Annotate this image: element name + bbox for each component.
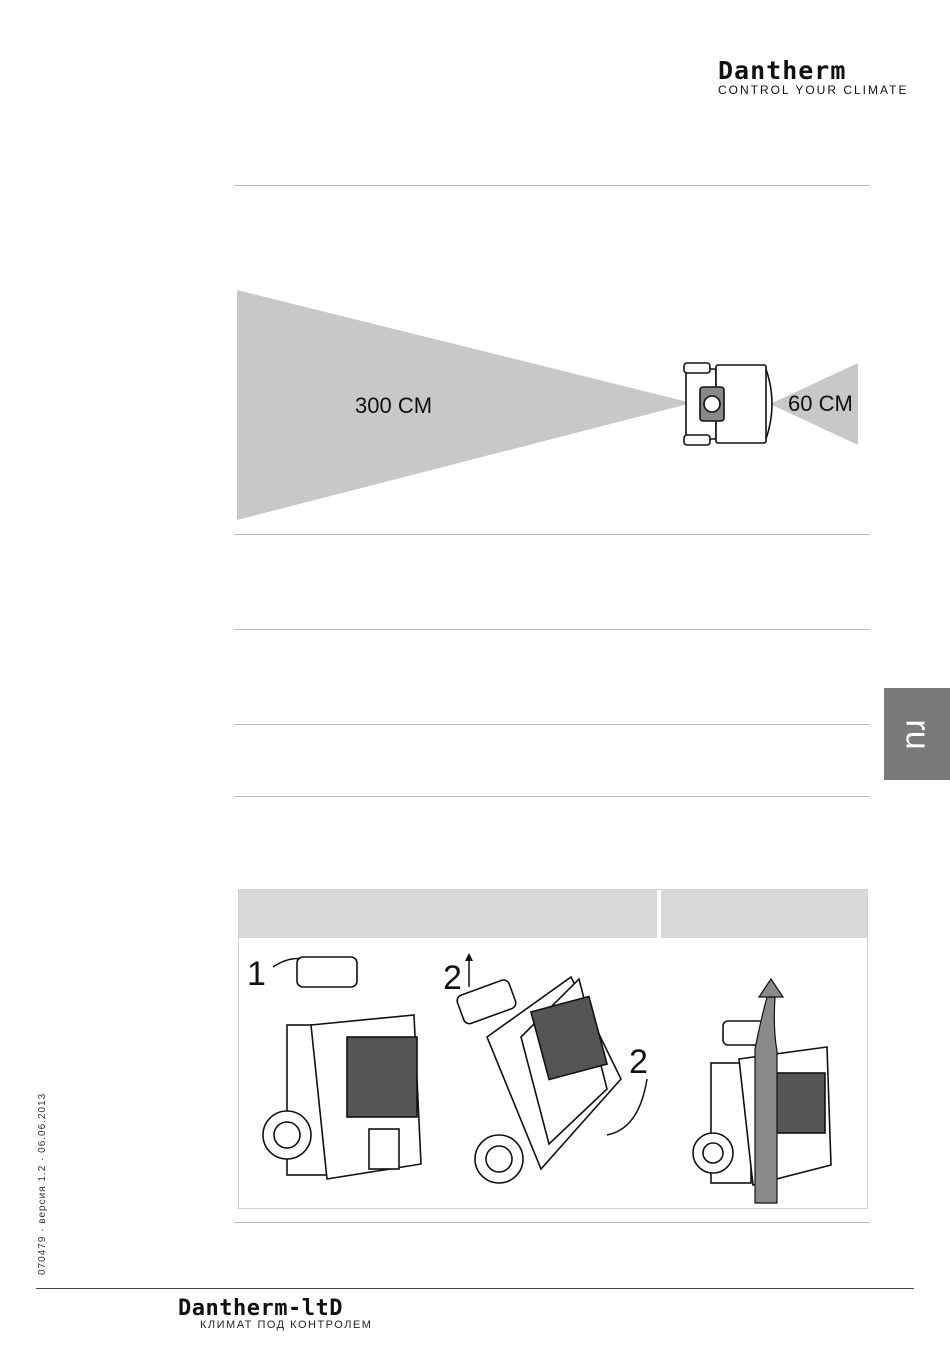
front-distance-label: 300 CM <box>355 393 433 418</box>
table-header-cell <box>661 890 867 938</box>
clearance-diagram <box>230 283 870 528</box>
brand-name: Dantherm <box>718 56 847 85</box>
document-version: 070479 · версия 1.2 · 06.06.2013 <box>37 1092 48 1275</box>
section-divider <box>234 534 870 535</box>
section-divider <box>234 1222 870 1223</box>
clearance-diagram-graphic <box>230 283 870 528</box>
dehumidifier-top-view-icon <box>684 363 772 445</box>
step-number: 2 <box>629 1043 648 1081</box>
illustration-cell <box>439 939 659 1208</box>
language-code: ru <box>898 718 937 750</box>
unit-lift-wheel-icon <box>439 939 659 1208</box>
rear-distance-label: 60 CM <box>788 391 853 416</box>
brand-logo-top <box>718 56 918 97</box>
footer-brand-tagline: КЛИМАТ ПОД КОНТРОЛЕМ <box>200 1319 373 1331</box>
section-divider <box>234 185 870 186</box>
brand-logo-bottom <box>178 1296 372 1331</box>
illustration-cell <box>239 939 437 1208</box>
section-divider <box>234 724 870 725</box>
illustration-cell <box>661 939 867 1208</box>
unit-tilt-handle-icon <box>239 939 437 1208</box>
front-clearance-cone <box>237 290 692 520</box>
unit-carry-strap-icon <box>661 939 867 1208</box>
step-number: 2 <box>443 959 462 997</box>
section-divider <box>234 629 870 630</box>
handling-illustration-table <box>238 889 868 1209</box>
brand-tagline: CONTROL YOUR CLIMATE <box>718 83 909 97</box>
table-header-cell <box>239 890 657 938</box>
step-number: 1 <box>247 955 266 993</box>
footer-divider <box>36 1288 914 1289</box>
footer-brand-name: Dantherm-ltD <box>178 1296 343 1321</box>
language-tab[interactable] <box>884 688 950 780</box>
section-divider <box>234 796 870 797</box>
